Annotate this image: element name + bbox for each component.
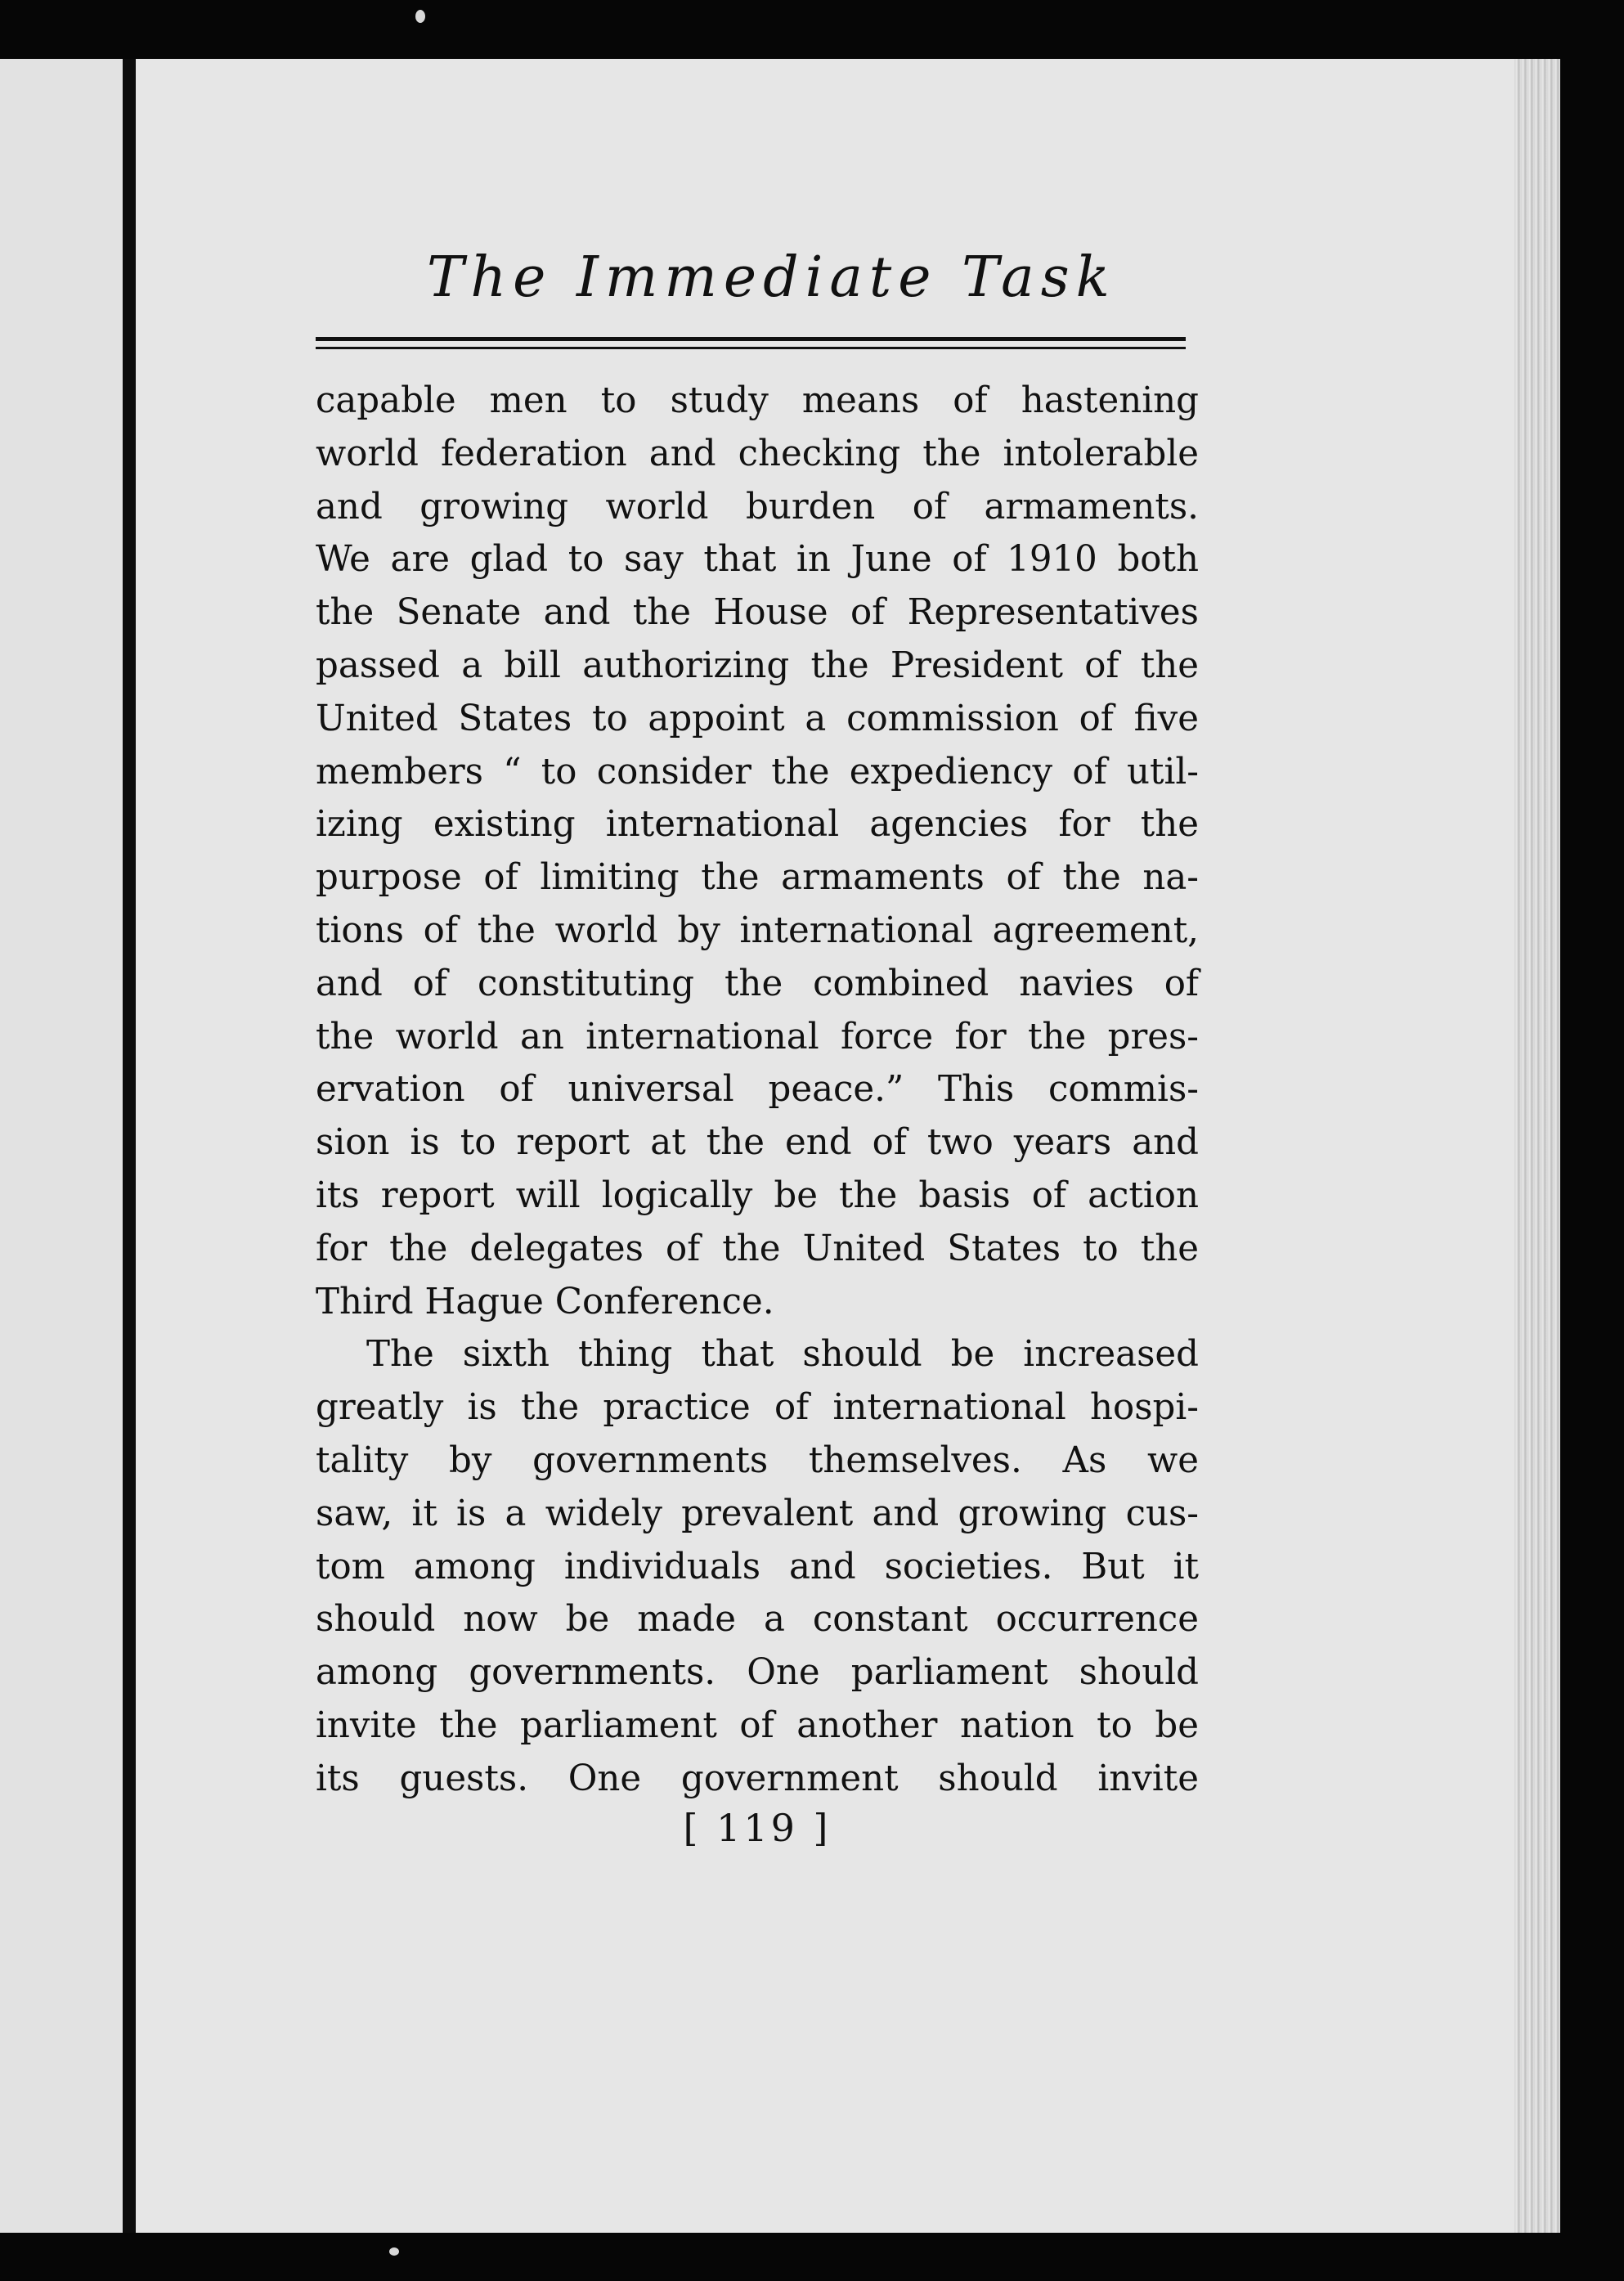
text-line: passed a bill authorizing the President of the	[316, 644, 1199, 686]
facing-page-edge	[0, 59, 123, 2233]
text-line: United States to appoint a commission of five	[316, 698, 1199, 739]
text-line: saw, it is a widely prevalent and growing cus-	[316, 1493, 1199, 1534]
running-title: The Immediate Task	[427, 245, 1116, 310]
text-line: purpose of limiting the armaments of the na-	[316, 857, 1199, 899]
text-line: invite the parliament of another nation to be	[316, 1704, 1199, 1746]
book-gutter	[123, 59, 136, 2233]
text-line: among governments. One parliament should	[316, 1652, 1199, 1694]
scan-speck	[415, 10, 425, 23]
text-line: the Senate and the House of Representatives	[316, 592, 1199, 634]
scan-speck	[389, 2247, 399, 2256]
text-line: for the delegates of the United States to the	[316, 1228, 1199, 1269]
text-line: the world an international force for the pres-	[316, 1016, 1199, 1057]
text-line: members “ to consider the expediency of util-	[316, 751, 1199, 793]
header-rule-thick	[316, 337, 1186, 341]
text-line: ervation of universal peace.” This commis-	[316, 1069, 1199, 1111]
text-line: tions of the world by international agreement,	[316, 909, 1199, 951]
text-line: izing existing international agencies for the	[316, 804, 1199, 846]
text-line: sion is to report at the end of two years and	[316, 1122, 1199, 1164]
text-line: tom among individuals and societies. But it	[316, 1546, 1199, 1587]
text-line: We are glad to say that in June of 1910 both	[316, 539, 1199, 581]
text-line: capable men to study means of hastening	[316, 380, 1199, 421]
text-line: and growing world burden of armaments.	[316, 486, 1199, 528]
paragraph-end-line: Third Hague Conference.	[316, 1281, 774, 1322]
page-header	[316, 245, 1186, 337]
body-text	[316, 375, 1199, 1806]
text-line: its guests. One government should invite	[316, 1758, 1199, 1799]
text-line: its report will logically be the basis of action	[316, 1174, 1199, 1216]
page-number: [ 119 ]	[683, 1806, 832, 1850]
page-stack-edge	[1514, 59, 1560, 2233]
header-rule-thin	[316, 347, 1186, 349]
text-line: tality by governments themselves. As we	[316, 1439, 1199, 1481]
paragraph-first-line: The sixth thing that should be increased	[366, 1334, 1199, 1376]
text-line: world federation and checking the intolerable	[316, 433, 1199, 474]
text-line: should now be made a constant occurrence	[316, 1599, 1199, 1641]
text-line: and of constituting the combined navies of	[316, 963, 1199, 1004]
text-line: greatly is the practice of international hospi-	[316, 1387, 1199, 1429]
